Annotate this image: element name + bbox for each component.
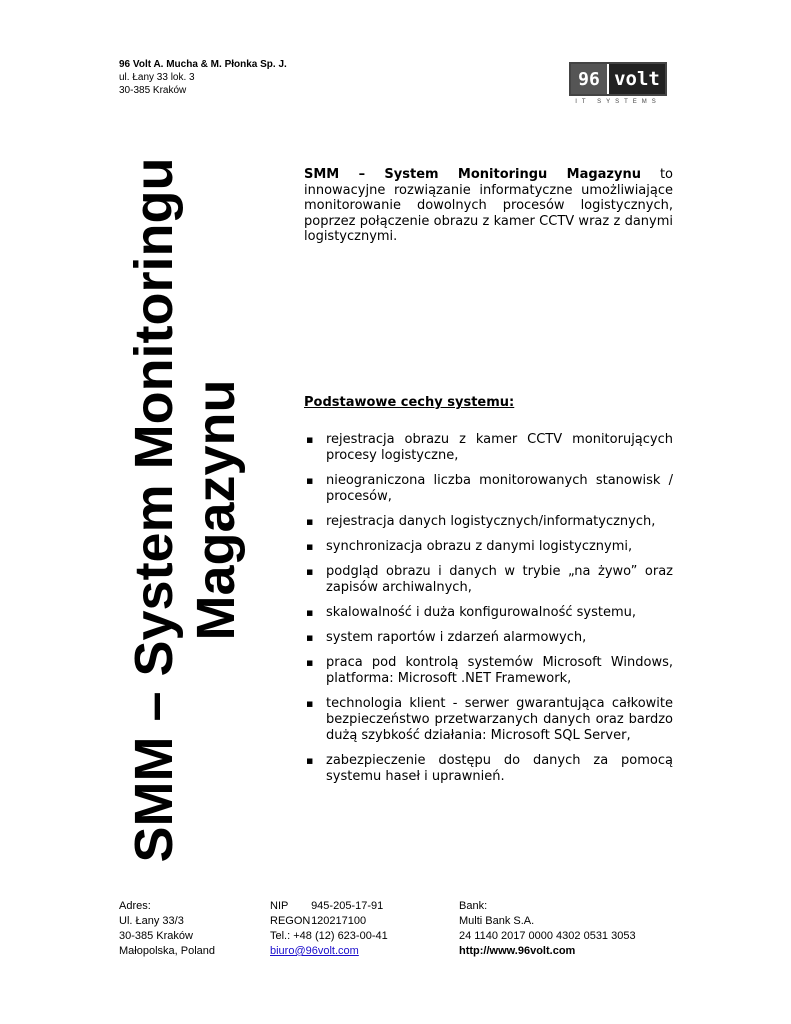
footer-website[interactable]: http://www.96volt.com	[459, 945, 576, 957]
footer-nip-label: NIP	[270, 900, 289, 912]
footer-regon-label: REGON	[270, 915, 311, 927]
footer-ids	[270, 899, 388, 959]
footer-nip: 945-205-17-91	[311, 900, 384, 912]
footer-tel: Tel.: +48 (12) 623-00-41	[270, 930, 388, 942]
intro-text: to innowacyjne rozwiązanie informatyczne umożliwiające monitorowanie dowolnych procesów logistycznych, poprzez połączenie obrazu z kamer CCTV wraz z danymi logistycznymi.	[304, 167, 673, 244]
feature-item: ▪ rejestracja obrazu z kamer CCTV monitorujących procesy logistyczne,	[306, 432, 673, 463]
footer-bank-name: Multi Bank S.A.	[459, 915, 535, 927]
footer-regon: 120217100	[311, 915, 367, 927]
footer-email-link[interactable]: biuro@96volt.com	[270, 945, 359, 957]
company-name: 96 Volt A. Mucha & M. Płonka Sp. J.	[119, 59, 287, 70]
feature-item: ▪ skalowalność i duża konfigurowalność systemu,	[306, 605, 636, 620]
logo-word: volt	[607, 64, 665, 94]
footer-region: Małopolska, Poland	[119, 945, 216, 957]
features-heading: Podstawowe cechy systemu:	[304, 395, 515, 410]
bullet-icon: ▪	[306, 656, 314, 669]
feature-item: ▪ synchronizacja obrazu z danymi logistycznymi,	[306, 539, 633, 554]
bullet-icon: ▪	[306, 474, 314, 487]
bullet-icon: ▪	[306, 515, 314, 528]
footer-bank-account: 24 1140 2017 0000 4302 0531 3053	[459, 930, 636, 942]
footer-bank-label: Bank:	[459, 900, 488, 912]
company-address-line1: ul. Łany 33 lok. 3	[119, 72, 195, 83]
footer-address-label: Adres:	[119, 900, 151, 912]
feature-item: ▪ rejestracja danych logistycznych/informatycznych,	[306, 514, 656, 529]
bullet-icon: ▪	[306, 433, 314, 446]
company-address-line2: 30-385 Kraków	[119, 85, 187, 96]
footer-address	[119, 899, 215, 959]
logo-mark	[569, 62, 667, 96]
feature-item: ▪ zabezpieczenie dostępu do danych za pomocą systemu haseł i uprawnień.	[306, 753, 673, 784]
bullet-icon: ▪	[306, 754, 314, 767]
logo-subtitle: IT SYSTEMS	[575, 99, 661, 105]
company-logo	[569, 62, 667, 105]
feature-item: ▪ podgląd obrazu i danych w trybie „na żywo” oraz zapisów archiwalnych,	[306, 564, 673, 595]
footer-city: 30-385 Kraków	[119, 930, 193, 942]
feature-item: ▪ system raportów i zdarzeń alarmowych,	[306, 630, 587, 645]
features-list	[304, 432, 673, 794]
bullet-icon: ▪	[306, 697, 314, 710]
company-header	[119, 58, 287, 97]
intro-paragraph	[304, 167, 673, 245]
vertical-title-line1: SMM – System Monitoringu	[124, 157, 184, 863]
feature-item: ▪ technologia klient - serwer gwarantująca całkowite bezpieczeństwo przetwarzanych danych oraz bardzo dużą szybkość działania: Microsoft SQL Server,	[306, 696, 673, 743]
bullet-icon: ▪	[306, 631, 314, 644]
footer-bank	[459, 899, 636, 959]
bullet-icon: ▪	[306, 606, 314, 619]
vertical-title	[123, 130, 253, 890]
intro-product-name: SMM – System Monitoringu Magazynu	[304, 167, 641, 182]
vertical-title-line2: Magazynu	[186, 379, 246, 641]
feature-item: ▪ nieograniczona liczba monitorowanych stanowisk / procesów,	[306, 473, 673, 504]
bullet-icon: ▪	[306, 565, 314, 578]
bullet-icon: ▪	[306, 540, 314, 553]
logo-number: 96	[571, 64, 607, 94]
footer-street: Ul. Łany 33/3	[119, 915, 184, 927]
feature-item: ▪ praca pod kontrolą systemów Microsoft Windows, platforma: Microsoft .NET Framework,	[306, 655, 673, 686]
